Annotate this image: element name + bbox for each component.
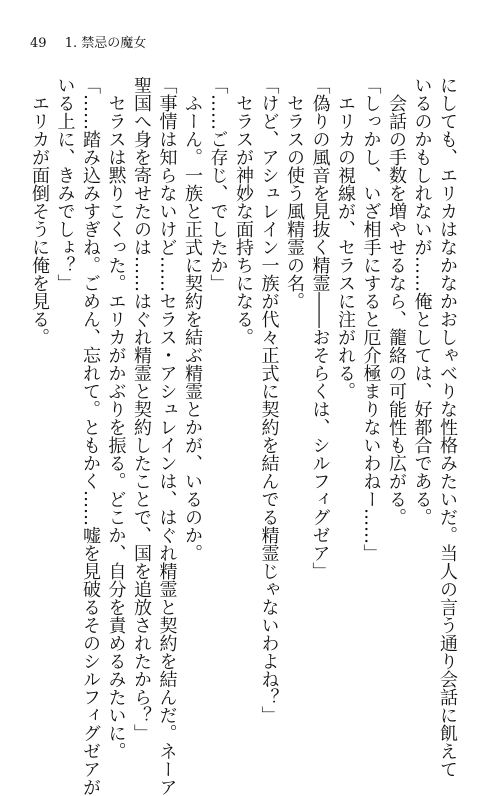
vertical-text-body — [29, 76, 460, 796]
text-line: エリカの視線が、セラスに注がれる。 — [335, 76, 356, 400]
text-line: 「しっかし、いざ相手にすると厄介極まりないわねー……」 — [360, 76, 382, 562]
text-line: セラスが神妙な面持ちになる。 — [233, 76, 254, 346]
text-line: 「……ご存じ、でしたか」 — [207, 76, 229, 292]
text-line: セラスは黙りこくった。エリカがかぶりを振る。どこか、自分を責めるみたいに。 — [105, 76, 127, 760]
text-line: 「けど、アシュレイン一族が代々正式に契約を結んでる精霊じゃないわよね？」 — [258, 76, 280, 724]
text-line: いる上に、きみでしょ？」 — [54, 76, 76, 292]
text-line: 「事情は知らないけど……セラス・アシュレインは、はぐれ精霊と契約を結んだ。ネーア — [156, 76, 178, 796]
text-line: いるのかもしれないが……俺としては、好都合である。 — [411, 76, 433, 526]
text-line: 「……踏み込みすぎね。ごめん、忘れて。ともかく……嘘を見破るそのシルフィグゼアが — [80, 76, 101, 796]
page-number: 49 — [30, 36, 47, 51]
text-line: エリカが面倒そうに俺を見る。 — [29, 76, 50, 346]
text-line: セラスの使う風精霊の名。 — [284, 76, 305, 310]
text-line: 会話の手数を増やせるなら、籠絡の可能性も広がる。 — [386, 76, 407, 526]
text-line: ふーん。一族と正式に契約を結ぶ精霊とかが、いるのか。 — [182, 76, 203, 562]
text-line: にしても、エリカはなかなかおしゃべりな性格みたいだ。当人の言う通り会話に飢えて — [437, 76, 458, 778]
text-line: 聖国へ身を寄せたのは……はぐれ精霊と契約したことで、国を追放されたから？」 — [131, 76, 152, 742]
running-header — [30, 36, 146, 52]
text-line: 「偽りの風音を見抜く精霊――おそらくは、シルフィグゼア」 — [309, 76, 331, 580]
chapter-title: 1. 禁忌の魔女 — [64, 36, 147, 51]
